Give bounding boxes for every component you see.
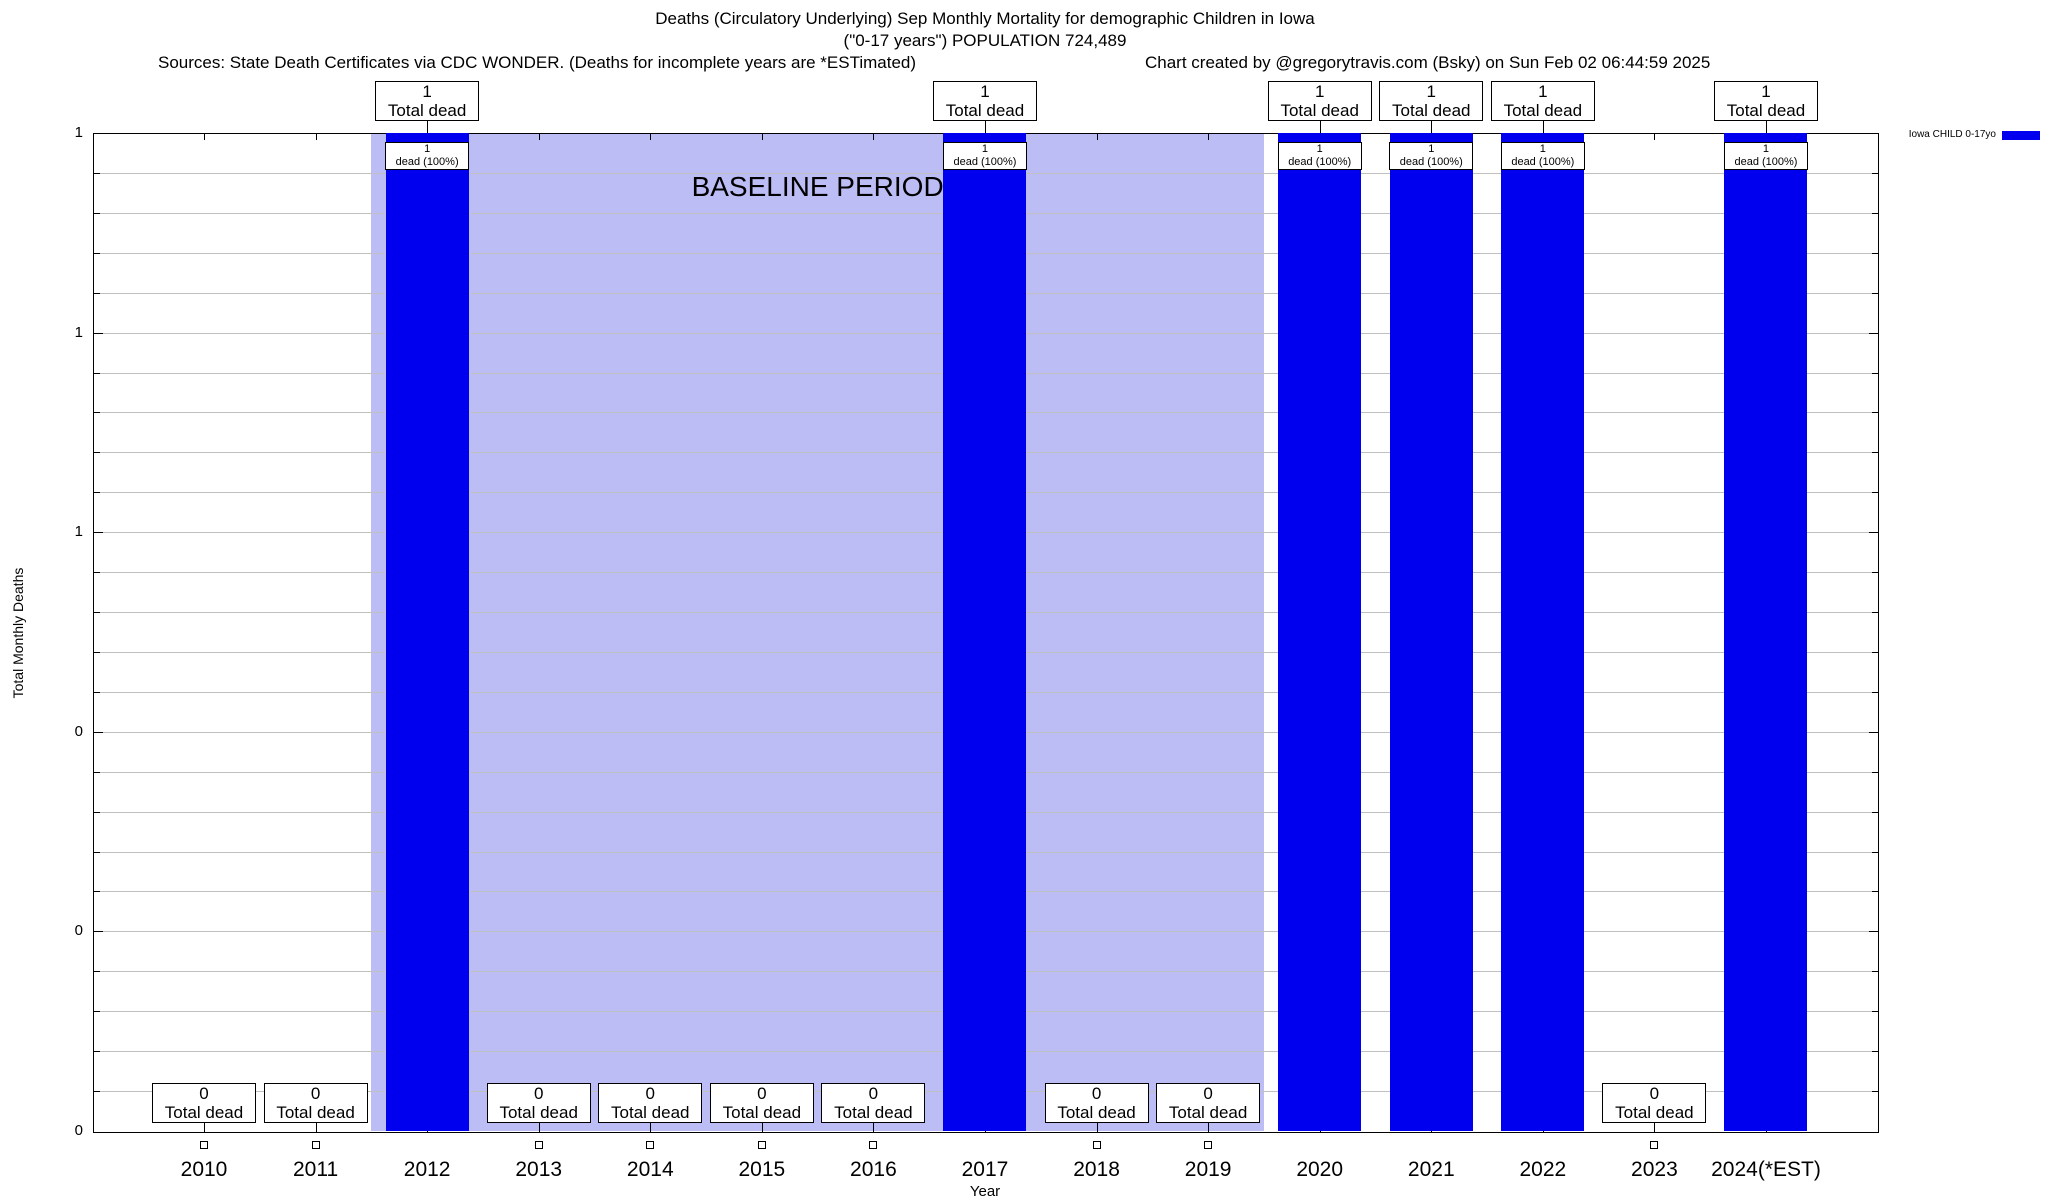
y-axis-tick-right: [1872, 1011, 1878, 1012]
y-tick-label: 1: [74, 124, 83, 141]
y-axis-tick-right: [1872, 971, 1878, 972]
y-axis-tick-right: [1872, 891, 1878, 892]
total-dead-label: Total dead: [1280, 101, 1359, 120]
y-axis-tick-right: [1869, 333, 1878, 334]
total-dead-value: 0: [1649, 1084, 1660, 1103]
bar-pct-box: [943, 142, 1027, 170]
y-axis-title: Total Monthly Deaths: [10, 567, 26, 699]
bar: [386, 133, 469, 1131]
x-axis-tick-top: [762, 134, 763, 140]
total-dead-value: 0: [1203, 1084, 1213, 1103]
total-dead-label: Total dead: [1392, 101, 1471, 120]
total-dead-value: 1: [980, 82, 990, 101]
total-dead-value: 0: [310, 1084, 321, 1103]
x-axis-tick-top: [204, 134, 205, 140]
annotation-connector: [650, 1123, 651, 1132]
total-dead-label: Total dead: [1168, 1103, 1248, 1122]
bar-pct-label: dead (100%): [1399, 156, 1463, 168]
bar: [1278, 133, 1361, 1131]
total-dead-box: [1045, 1083, 1149, 1123]
y-axis-tick: [94, 373, 100, 374]
y-axis-tick: [94, 173, 100, 174]
legend-label: Iowa CHILD 0-17yo: [1908, 129, 1996, 140]
x-tick-label: 2011: [292, 1158, 339, 1181]
y-axis-tick-right: [1872, 1051, 1878, 1052]
x-tick-label: 2014: [626, 1158, 674, 1181]
total-dead-label: Total dead: [611, 1103, 690, 1122]
bar-pct-label: dead (100%): [1734, 156, 1798, 168]
total-dead-box: [710, 1083, 814, 1123]
y-axis-tick-right: [1872, 293, 1878, 294]
x-tick-label: 2023: [1631, 1158, 1678, 1181]
y-axis-tick: [94, 652, 100, 653]
x-axis-tick-top: [316, 134, 317, 140]
annotation-connector: [873, 1123, 874, 1132]
y-axis-tick-right: [1872, 612, 1878, 613]
y-axis-tick: [94, 572, 100, 573]
total-dead-box: [1714, 81, 1818, 121]
x-tick-label: 2015: [738, 1158, 786, 1181]
x-axis-tick-top: [873, 134, 874, 140]
y-axis-tick: [94, 732, 103, 733]
total-dead-box: [821, 1083, 925, 1123]
total-dead-label: Total dead: [276, 1103, 355, 1122]
y-axis-tick: [94, 1091, 100, 1092]
annotation-connector: [1654, 1123, 1655, 1132]
bar-pct-label: dead (100%): [1288, 156, 1352, 168]
total-dead-box: [1602, 1083, 1706, 1123]
bar-pct-value: 1: [1762, 143, 1770, 155]
total-dead-label: Total dead: [1726, 101, 1806, 120]
zero-marker-square: [758, 1141, 766, 1149]
y-axis-tick: [94, 253, 100, 254]
y-axis-tick-right: [1872, 373, 1878, 374]
y-axis-tick: [94, 333, 103, 334]
y-tick-label: 0: [74, 922, 83, 940]
x-tick-label: 2017: [961, 1158, 1009, 1181]
bar: [943, 133, 1026, 1131]
bar-pct-value: 1: [1316, 143, 1323, 155]
bar-pct-label: dead (100%): [953, 156, 1017, 168]
total-dead-value: 0: [645, 1084, 655, 1103]
annotation-connector: [1766, 121, 1767, 133]
total-dead-box: [598, 1083, 702, 1123]
x-axis-title: Year: [969, 1183, 1001, 1200]
y-axis-tick: [94, 492, 100, 493]
bar-pct-box: [1724, 142, 1808, 170]
y-axis-tick-right: [1872, 692, 1878, 693]
total-dead-label: Total dead: [1057, 1103, 1136, 1122]
y-axis-tick: [94, 213, 100, 214]
bar-pct-value: 1: [1539, 143, 1546, 155]
y-tick-label: 1: [74, 323, 83, 341]
total-dead-label: Total dead: [722, 1103, 802, 1122]
zero-marker-square: [1093, 1141, 1101, 1149]
x-tick-label: 2013: [515, 1158, 563, 1181]
y-tick-label: 0: [74, 1122, 83, 1139]
y-axis-tick: [94, 852, 100, 853]
x-tick-label: 2010: [180, 1158, 228, 1181]
x-axis-tick-top: [1654, 134, 1655, 140]
y-axis-tick: [94, 812, 100, 813]
y-axis-tick-right: [1872, 812, 1878, 813]
y-tick-label: 0: [74, 722, 83, 740]
y-axis-tick: [94, 891, 100, 892]
chart-title: Deaths (Circulatory Underlying) Sep Monthly Mortality for demographic Children in Iowa: [655, 9, 1315, 28]
y-axis-tick: [94, 1011, 100, 1012]
annotation-connector: [204, 1123, 205, 1132]
y-axis-tick-right: [1872, 412, 1878, 413]
x-tick-label: 2022: [1519, 1158, 1567, 1181]
total-dead-label: Total dead: [387, 101, 467, 120]
bar-pct-box: [1389, 142, 1473, 170]
total-dead-box: [1491, 81, 1595, 121]
annotation-connector: [762, 1123, 763, 1132]
annotation-connector: [316, 1123, 317, 1132]
total-dead-value: 1: [1538, 82, 1548, 101]
baseline-period-label: BASELINE PERIOD: [691, 171, 944, 202]
y-axis-tick: [94, 532, 103, 533]
zero-marker-square: [1650, 1141, 1658, 1149]
annotation-connector: [985, 121, 986, 133]
x-axis-tick-top: [650, 134, 651, 140]
annotation-connector: [1431, 121, 1432, 133]
x-tick-label: 2020: [1296, 1158, 1344, 1181]
y-tick-label: 1: [74, 523, 83, 541]
y-axis-tick: [94, 692, 100, 693]
zero-marker-square: [200, 1141, 208, 1149]
bar-pct-value: 1: [981, 143, 989, 155]
y-axis-tick-right: [1872, 253, 1878, 254]
chart-sources-note: Sources: State Death Certificates via CDC WONDER. (Deaths for incomplete years are *ESTimated): [158, 53, 917, 72]
y-axis-tick: [94, 293, 100, 294]
total-dead-box: [1379, 81, 1483, 121]
total-dead-box: [264, 1083, 368, 1123]
total-dead-value: 0: [1091, 1084, 1102, 1103]
total-dead-value: 1: [1426, 82, 1436, 101]
chart-credit-note: Chart created by @gregorytravis.com (Bsky) on Sun Feb 02 06:44:59 2025: [1145, 53, 1711, 72]
x-tick-label: 2019: [1184, 1158, 1232, 1181]
zero-marker-square: [1204, 1141, 1212, 1149]
total-dead-box: [152, 1083, 256, 1123]
y-axis-tick-right: [1869, 732, 1878, 733]
y-axis-tick-right: [1872, 572, 1878, 573]
total-dead-label: Total dead: [499, 1103, 578, 1122]
total-dead-label: Total dead: [164, 1103, 244, 1122]
total-dead-label: Total dead: [834, 1103, 913, 1122]
annotation-connector: [1097, 1123, 1098, 1132]
y-axis-tick-right: [1872, 772, 1878, 773]
y-axis-tick: [94, 412, 100, 413]
total-dead-box: [1156, 1083, 1260, 1123]
total-dead-value: 0: [533, 1084, 544, 1103]
bar-pct-box: [1278, 142, 1362, 170]
total-dead-value: 1: [422, 82, 432, 101]
bar-pct-label: dead (100%): [1511, 156, 1575, 168]
annotation-connector: [539, 1123, 540, 1132]
y-axis-tick-right: [1872, 1091, 1878, 1092]
zero-marker-square: [869, 1141, 877, 1149]
x-tick-label: 2012: [403, 1158, 451, 1181]
bar: [1724, 133, 1807, 1131]
y-axis-tick-right: [1872, 213, 1878, 214]
y-axis-tick-right: [1872, 652, 1878, 653]
total-dead-box: [933, 81, 1037, 121]
chart-subtitle: ("0-17 years") POPULATION 724,489: [843, 31, 1127, 50]
y-axis-tick: [94, 772, 100, 773]
bar-pct-box: [1501, 142, 1585, 170]
bar: [1390, 133, 1473, 1131]
x-tick-label: 2024(*EST): [1711, 1158, 1821, 1181]
x-tick-label: 2021: [1407, 1158, 1455, 1181]
bar-pct-value: 1: [424, 143, 431, 155]
bar-pct-value: 1: [1428, 143, 1435, 155]
x-axis-tick-top: [1208, 134, 1209, 140]
total-dead-label: Total dead: [1503, 101, 1583, 120]
total-dead-value: 0: [757, 1084, 767, 1103]
y-axis-tick-right: [1869, 931, 1878, 932]
total-dead-label: Total dead: [945, 101, 1025, 120]
total-dead-value: 0: [868, 1084, 879, 1103]
x-axis-tick-top: [539, 134, 540, 140]
y-axis-tick: [94, 971, 100, 972]
y-axis-tick: [94, 1051, 100, 1052]
zero-marker-square: [535, 1141, 543, 1149]
y-axis-tick-right: [1872, 852, 1878, 853]
annotation-connector: [1320, 121, 1321, 133]
x-axis-tick-top: [1097, 134, 1098, 140]
y-axis-tick-right: [1872, 452, 1878, 453]
total-dead-label: Total dead: [1615, 1103, 1694, 1122]
annotation-connector: [1208, 1123, 1209, 1132]
total-dead-value: 0: [199, 1084, 209, 1103]
y-axis-tick-right: [1869, 532, 1878, 533]
total-dead-box: [487, 1083, 591, 1123]
bar-pct-label: dead (100%): [395, 156, 459, 168]
y-axis-tick: [94, 452, 100, 453]
bar-pct-box: [385, 142, 469, 170]
zero-marker-square: [646, 1141, 654, 1149]
y-axis-tick: [94, 931, 103, 932]
annotation-connector: [1543, 121, 1544, 133]
x-tick-label: 2018: [1073, 1158, 1120, 1181]
zero-marker-square: [312, 1141, 320, 1149]
y-axis-tick-right: [1872, 173, 1878, 174]
total-dead-value: 1: [1314, 82, 1325, 101]
bar: [1501, 133, 1584, 1131]
total-dead-box: [1268, 81, 1372, 121]
x-tick-label: 2016: [850, 1158, 897, 1181]
y-axis-tick: [94, 612, 100, 613]
total-dead-value: 1: [1761, 82, 1771, 101]
annotation-connector: [427, 121, 428, 133]
y-axis-tick-right: [1872, 492, 1878, 493]
total-dead-box: [375, 81, 479, 121]
